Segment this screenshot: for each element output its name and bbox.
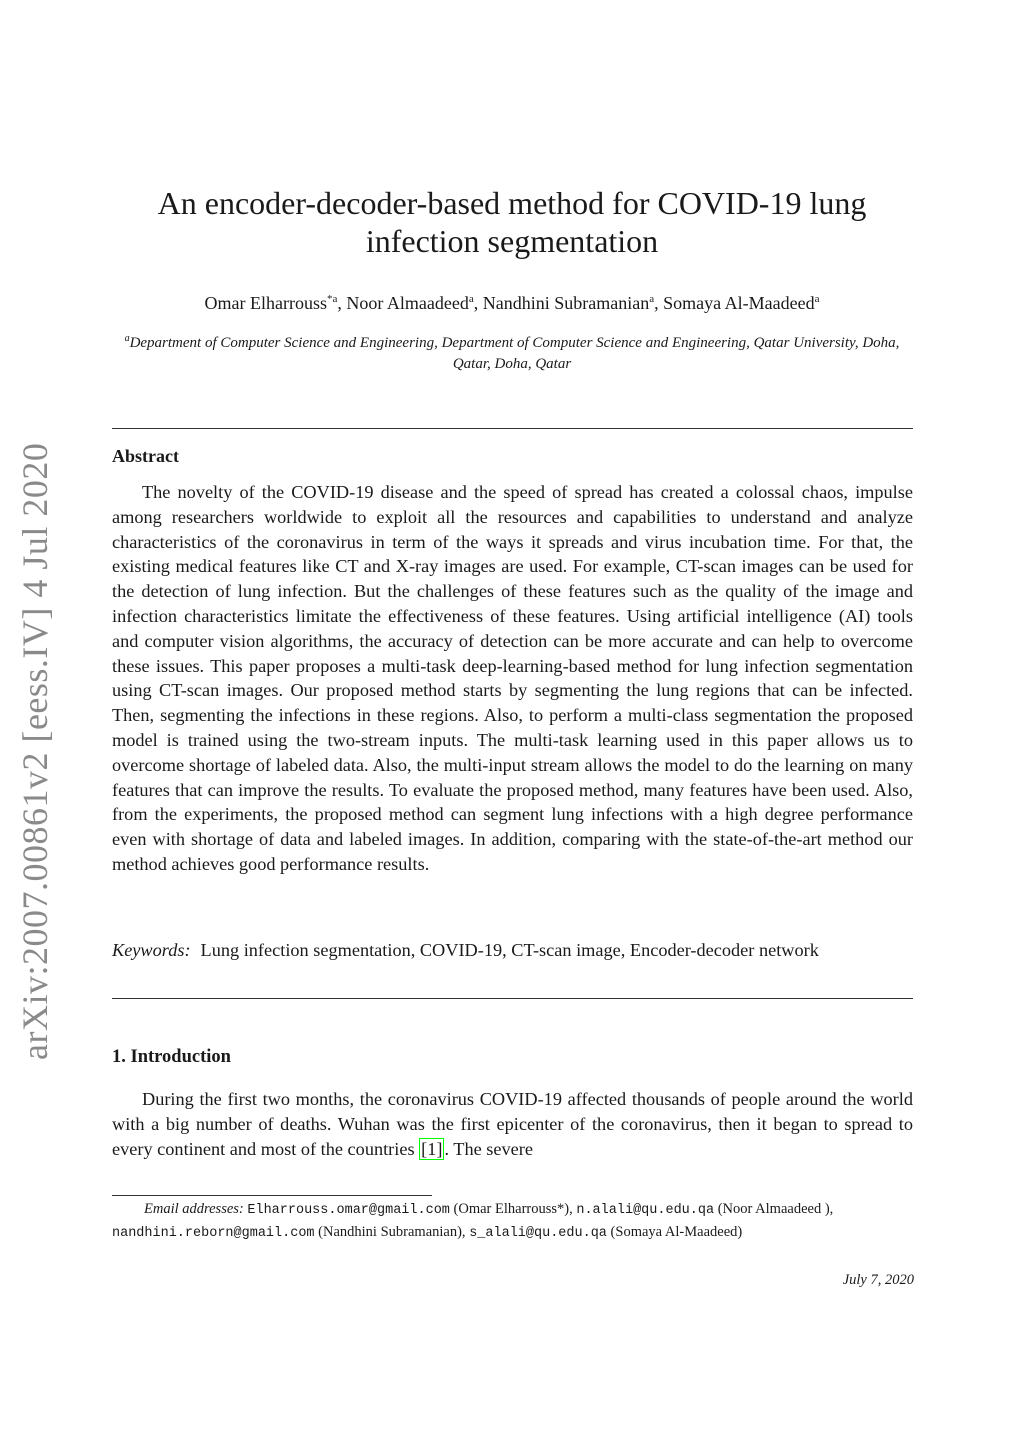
author-mark: *a	[327, 293, 338, 305]
introduction-body	[112, 1087, 913, 1162]
paper-title: An encoder-decoder-based method for COVID-19 lung infection segmentation	[157, 185, 867, 259]
author-mark: a	[814, 293, 820, 305]
affiliation	[112, 328, 912, 375]
email-address[interactable]: n.alali@qu.edu.qa	[576, 1203, 715, 1218]
keywords-text: Lung infection segmentation, COVID-19, CT-scan image, Encoder-decoder network	[200, 940, 819, 960]
author-mark: a	[649, 293, 655, 305]
keywords-label: Keywords:	[112, 940, 191, 960]
author-name: Somaya Al-Maadeed	[663, 293, 815, 313]
author-name: Nandhini Subramanian	[482, 293, 650, 313]
citation-link[interactable]: [1]	[421, 1139, 443, 1159]
section-heading-introduction: 1. Introduction	[112, 1047, 231, 1067]
abstract-body: The novelty of the COVID-19 disease and the speed of spread has created a colossal chaos, impulse among researchers worldwide to exploit all the resources and capabilities to understand and analyze characteristics of the coronavirus in term of the ways it spreads and virus incubation time. For that, the existing medical features like CT and X-ray images are used. For example, CT-scan images can be used for the detection of lung infection. But the challenges of these features such as the quality of the image and infection characteristics limitate the effectiveness of these features. Using artificial intelligence (AI) tools and computer vision algorithms, the accuracy of detection can be more accurate and can help to overcome these issues. This paper proposes a multi-task deep-learning-based method for lung infection segmentation using CT-scan images. Our proposed method starts by segmenting the lung regions that can be infected. Then, segmenting the infections in these regions. Also, to perform a multi-class segmentation the proposed model is trained using the two-stream inputs. The multi-task learning used in this paper allows us to overcome shortage of labeled data. Also, the multi-input stream allows the model to do the learning on many features that can improve the results. To evaluate the proposed method, many features have been used. Also, from the experiments, the proposed method can segment lung infections with a high degree performance even with shortage of data and labeled images. In addition, comparing with the state-of-the-art method our method achieves good performance results.	[112, 482, 913, 874]
author-name: Noor Almaadeed	[346, 293, 469, 313]
arxiv-identifier: arXiv:2007.00861v2 [eess.IV] 4 Jul 2020	[15, 442, 55, 1060]
email-address[interactable]: Elharrouss.omar@gmail.com	[247, 1203, 450, 1218]
author-name: Omar Elharrouss	[204, 293, 327, 313]
keywords	[112, 938, 913, 963]
intro-text-part: During the first two months, the coronavirus COVID-19 affected thousands of people around the world with a big number of deaths. Wuhan was the first epicenter of the coronavirus, then it began to spread to every continent and most of the countries	[112, 1089, 913, 1159]
footnote-rule	[112, 1195, 432, 1196]
email-owner: (Somaya Al-Maadeed)	[610, 1223, 743, 1240]
email-footnote	[112, 1199, 913, 1244]
email-address[interactable]: nandhini.reborn@gmail.com	[112, 1225, 315, 1241]
footnote-label: Email addresses:	[144, 1201, 244, 1217]
paper-date: July 7, 2020	[842, 1272, 914, 1288]
abstract-top-rule	[112, 428, 913, 429]
abstract-bottom-rule	[112, 998, 913, 999]
email-owner: (Omar Elharrouss*),	[453, 1201, 573, 1217]
email-address[interactable]: s_alali@qu.edu.qa	[469, 1225, 607, 1241]
affiliation-text: Department of Computer Science and Engineering, Department of Computer Science and Engineering, Qatar University, Doha, Qatar, Doha, Qatar	[129, 335, 900, 372]
affiliation-mark: a	[124, 333, 130, 344]
abstract-heading: Abstract	[112, 446, 179, 466]
email-owner: (Noor Almaadeed ),	[717, 1201, 834, 1217]
intro-text-end: . The severe	[444, 1139, 533, 1159]
author-list: Omar Elharrouss$^{*a}$, Noor Almaadeed$^a$, Nandhini Subramanian$^a$, Somaya Al-Maadeed$^a$	[204, 293, 820, 313]
email-owner: (Nandhini Subramanian),	[318, 1223, 466, 1240]
author-mark: a	[468, 293, 474, 305]
